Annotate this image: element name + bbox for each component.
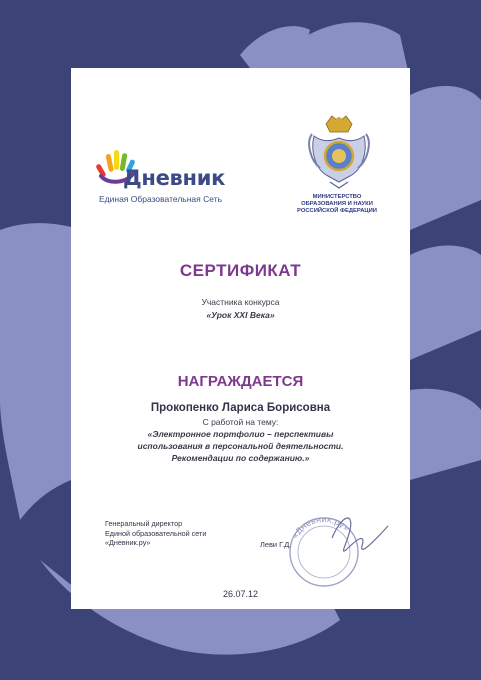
certificate-title: СЕРТИФИКАТ (179, 261, 302, 280)
ministry-emblem-icon (308, 112, 370, 190)
recipient-name: Прокопенко Лариса Борисовна (150, 402, 331, 414)
dnevnik-logo (95, 150, 235, 214)
logo-subtitle: Единая Образовательная Сеть (99, 194, 223, 204)
director-position (105, 519, 206, 548)
topic-line: Рекомендации по содержанию.» (171, 453, 310, 463)
contest-name: «Урок XXI Века» (206, 310, 275, 320)
position-line: Генеральный директор (105, 519, 183, 528)
ministry-caption (285, 194, 389, 216)
position-line: «Дневник.ру» (105, 538, 151, 548)
participant-label: Участника конкурса (201, 297, 280, 307)
signer-name: Леви Г.Д. (260, 540, 292, 549)
award-heading: НАГРАЖДАЕТСЯ (177, 373, 304, 390)
logo-wordmark: Дневник (123, 166, 226, 190)
stamp-text: «Дневник.ру» (290, 514, 351, 541)
ministry-line: МИНИСТЕРСТВО (312, 194, 362, 200)
official-stamp-icon (284, 506, 392, 588)
position-line: Единой образовательной сети (105, 528, 207, 538)
topic-line: использования в персональной деятельности. (137, 441, 344, 451)
topic-line: «Электронное портфолио – перспективы (147, 429, 334, 439)
ministry-line: РОССИЙСКОЙ ФЕДЕРАЦИИ (297, 208, 377, 215)
work-intro: С работой на тему: (202, 417, 279, 427)
issue-date: 26.07.12 (222, 589, 259, 599)
certificate-paper (71, 68, 410, 609)
ministry-line: ОБРАЗОВАНИЯ И НАУКИ (301, 201, 373, 208)
